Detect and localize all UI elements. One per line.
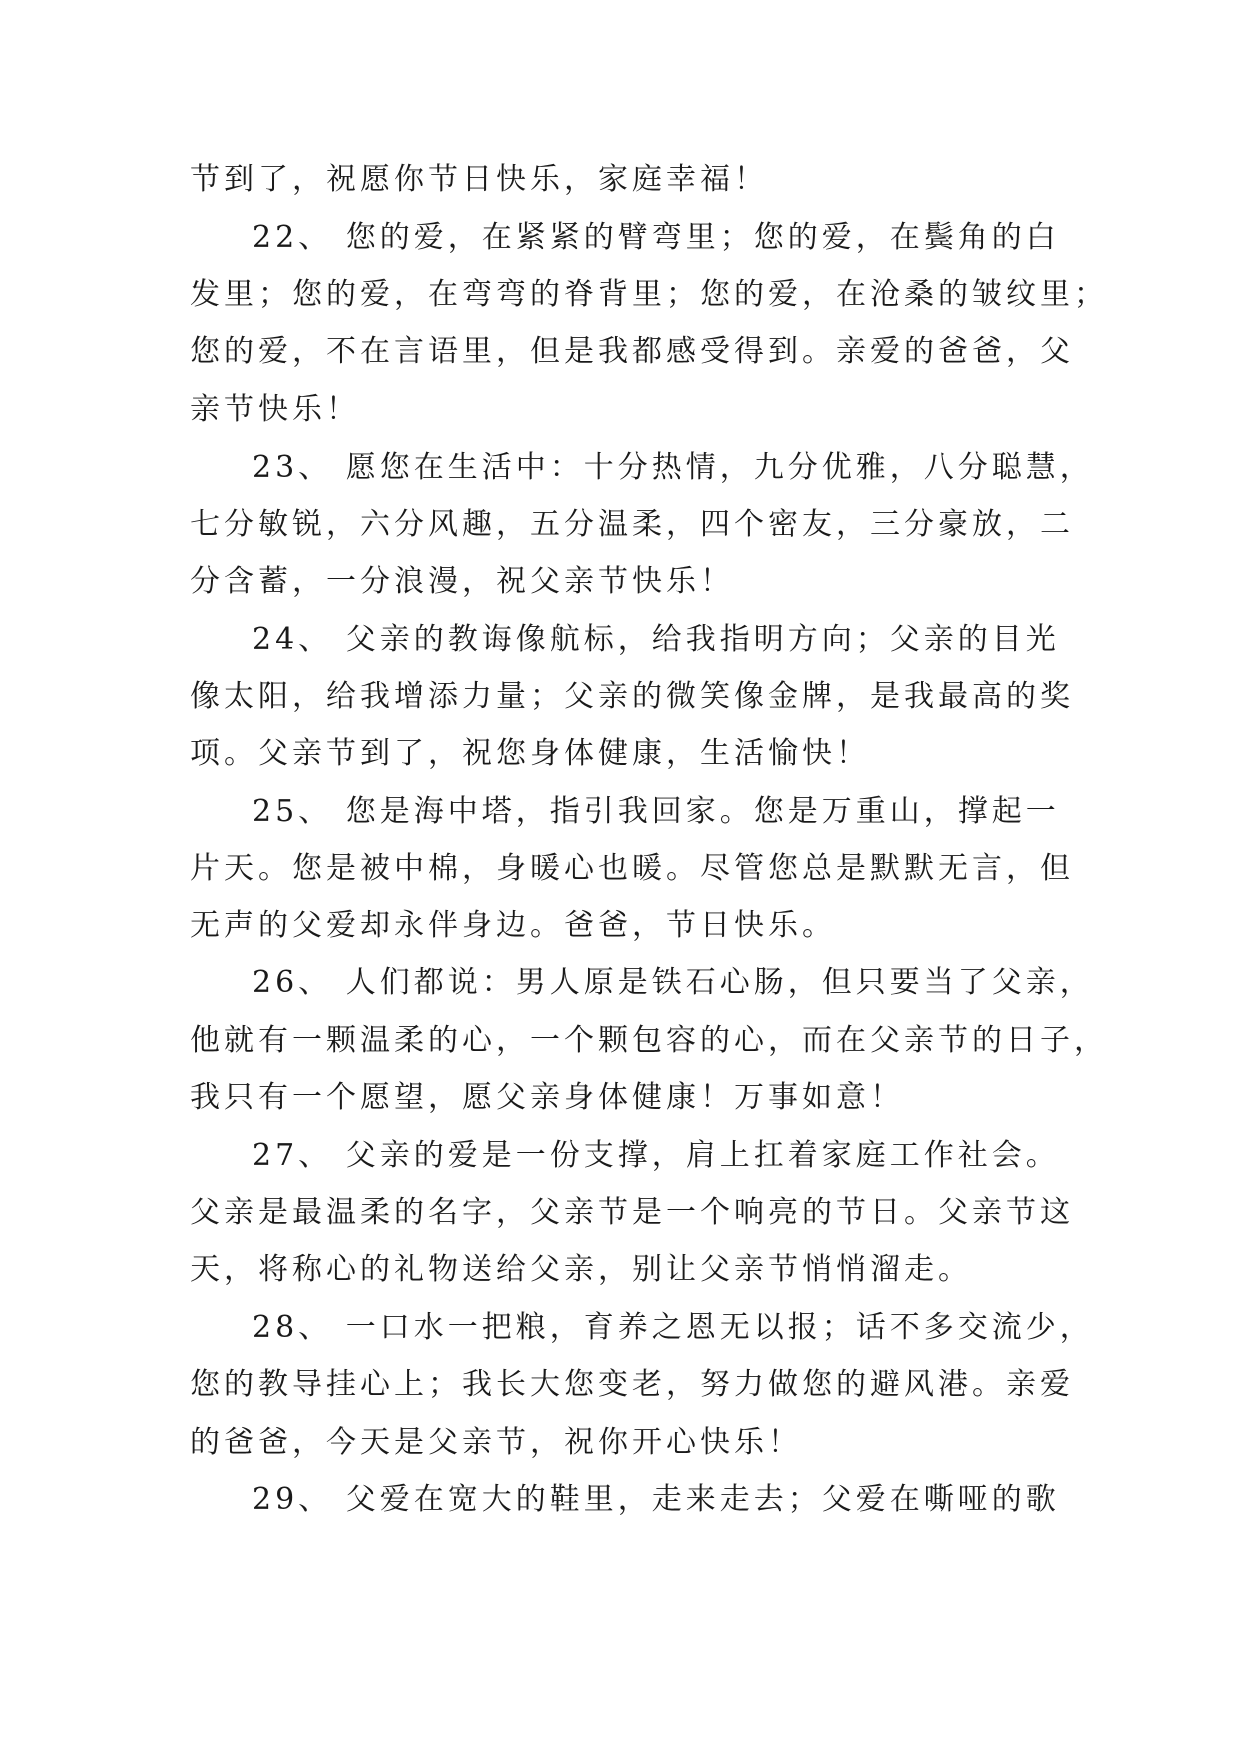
text-line: 分含蓄，一分浪漫，祝父亲节快乐！ bbox=[190, 564, 734, 599]
text-line: 26、 人们都说：男人原是铁石心肠，但只要当了父亲， bbox=[252, 965, 1094, 1000]
text-line: 您的教导挂心上；我长大您变老，努力做您的避风港。亲爱 bbox=[190, 1367, 1074, 1402]
text-line: 25、 您是海中塔，指引我回家。您是万重山，撑起一 bbox=[252, 794, 1060, 829]
text-line: 他就有一颗温柔的心，一个颗包容的心，而在父亲节的日子， bbox=[190, 1023, 1108, 1058]
text-line: 23、 愿您在生活中：十分热情，九分优雅，八分聪慧， bbox=[252, 450, 1094, 485]
text-line: 您的爱，不在言语里，但是我都感受得到。亲爱的爸爸，父 bbox=[190, 334, 1074, 369]
text-line: 28、 一口水一把粮，育养之恩无以报；话不多交流少， bbox=[252, 1310, 1094, 1345]
text-line: 亲节快乐！ bbox=[190, 392, 360, 427]
text-line: 27、 父亲的爱是一份支撑，肩上扛着家庭工作社会。 bbox=[252, 1138, 1060, 1173]
text-line: 天，将称心的礼物送给父亲，别让父亲节悄悄溜走。 bbox=[190, 1252, 972, 1287]
text-line: 24、 父亲的教诲像航标，给我指明方向；父亲的目光 bbox=[252, 622, 1060, 657]
text-line: 的爸爸，今天是父亲节，祝你开心快乐！ bbox=[190, 1425, 802, 1460]
text-line: 29、 父爱在宽大的鞋里，走来走去；父爱在嘶哑的歌 bbox=[252, 1482, 1060, 1517]
text-line: 我只有一个愿望，愿父亲身体健康！万事如意！ bbox=[190, 1080, 904, 1115]
text-line: 项。父亲节到了，祝您身体健康，生活愉快！ bbox=[190, 736, 870, 771]
text-line: 节到了，祝愿你节日快乐，家庭幸福！ bbox=[190, 162, 768, 197]
text-line: 片天。您是被中棉，身暖心也暖。尽管您总是默默无言，但 bbox=[190, 851, 1074, 886]
text-line: 父亲是最温柔的名字，父亲节是一个响亮的节日。父亲节这 bbox=[190, 1195, 1074, 1230]
text-line: 像太阳，给我增添力量；父亲的微笑像金牌，是我最高的奖 bbox=[190, 679, 1074, 714]
text-line: 发里；您的爱，在弯弯的脊背里；您的爱，在沧桑的皱纹里； bbox=[190, 277, 1108, 312]
text-line: 七分敏锐，六分风趣，五分温柔，四个密友，三分豪放，二 bbox=[190, 507, 1074, 542]
text-line: 无声的父爱却永伴身边。爸爸，节日快乐。 bbox=[190, 908, 836, 943]
text-line: 22、 您的爱，在紧紧的臂弯里；您的爱，在鬓角的白 bbox=[252, 220, 1060, 255]
